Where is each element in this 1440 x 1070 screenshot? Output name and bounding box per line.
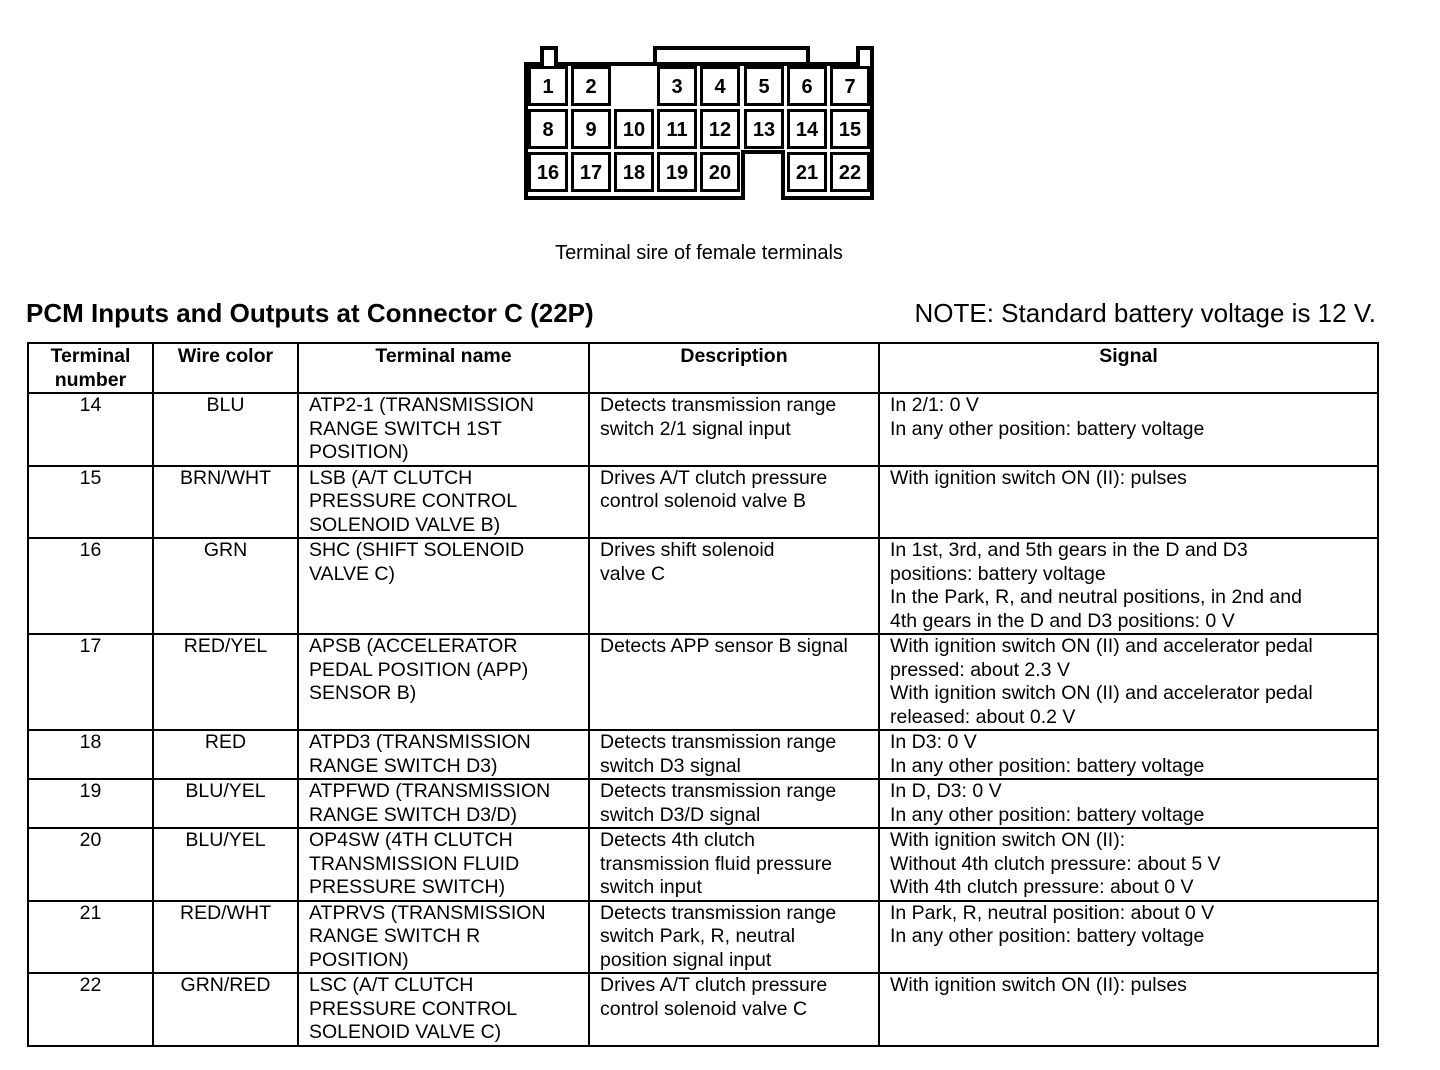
header-wire-color: Wire color xyxy=(153,343,298,393)
pin-label: 11 xyxy=(666,119,688,141)
pin-label: 6 xyxy=(801,76,813,98)
table-row xyxy=(28,901,1378,974)
cell-signal: In Park, R, neutral position: about 0 V In any other position: battery voltage xyxy=(879,901,1378,974)
cell-terminal: 15 xyxy=(28,466,153,539)
cell-terminal-name: SHC (SHIFT SOLENOID VALVE C) xyxy=(298,538,589,634)
cell-terminal-name: APSB (ACCELERATOR PEDAL POSITION (APP) SENSOR B) xyxy=(298,634,589,730)
pin-label: 16 xyxy=(536,162,560,184)
header-signal: Signal xyxy=(879,343,1378,393)
cell-terminal: 18 xyxy=(28,730,153,779)
pin-label: 15 xyxy=(838,119,862,141)
cell-terminal: 20 xyxy=(28,828,153,901)
table-row xyxy=(28,779,1378,828)
pin-label: 2 xyxy=(585,76,597,98)
connector-diagram xyxy=(0,0,1440,240)
cell-wire-color: GRN xyxy=(153,538,298,634)
cell-wire-color: BRN/WHT xyxy=(153,466,298,539)
pin-label: 19 xyxy=(665,162,689,184)
pin-label: 8 xyxy=(542,119,554,141)
cell-wire-color: GRN/RED xyxy=(153,973,298,1046)
cell-terminal: 19 xyxy=(28,779,153,828)
pin-label: 9 xyxy=(585,119,597,141)
pin-label: 7 xyxy=(844,76,856,98)
table-row xyxy=(28,538,1378,634)
cell-description: Drives A/T clutch pressure control solenoid valve B xyxy=(589,466,879,539)
cell-terminal-name: ATPD3 (TRANSMISSION RANGE SWITCH D3) xyxy=(298,730,589,779)
cell-terminal-name: OP4SW (4TH CLUTCH TRANSMISSION FLUID PRESSURE SWITCH) xyxy=(298,828,589,901)
cell-description: Detects transmission range switch Park, R, neutral position signal input xyxy=(589,901,879,974)
pin-label: 17 xyxy=(579,162,603,184)
cell-signal: In 1st, 3rd, and 5th gears in the D and D3 positions: battery voltage In the Park, R, and neutral positions, in 2nd and 4th gears in the D and D3 positions: 0 V xyxy=(879,538,1378,634)
table-row xyxy=(28,730,1378,779)
cell-wire-color: RED xyxy=(153,730,298,779)
cell-wire-color: RED/WHT xyxy=(153,901,298,974)
pin-label: 12 xyxy=(708,119,732,141)
pin-labels xyxy=(537,76,861,184)
cell-terminal-name: ATPFWD (TRANSMISSION RANGE SWITCH D3/D) xyxy=(298,779,589,828)
cell-description: Detects transmission range switch D3/D signal xyxy=(589,779,879,828)
cell-signal: In 2/1: 0 V In any other position: battery voltage xyxy=(879,393,1378,466)
pin-label: 21 xyxy=(795,162,819,184)
pin-label: 5 xyxy=(758,76,770,98)
header-description: Description xyxy=(589,343,879,393)
page-title: PCM Inputs and Outputs at Connector C (22P) xyxy=(26,298,594,328)
cell-terminal: 16 xyxy=(28,538,153,634)
pin-label: 22 xyxy=(838,162,862,184)
cell-terminal: 17 xyxy=(28,634,153,730)
cell-wire-color: BLU/YEL xyxy=(153,828,298,901)
pin-label: 20 xyxy=(708,162,732,184)
cell-signal: With ignition switch ON (II): Without 4th clutch pressure: about 5 V With 4th clutch pressure: about 0 V xyxy=(879,828,1378,901)
cell-signal: With ignition switch ON (II): pulses xyxy=(879,466,1378,539)
cell-signal: In D3: 0 V In any other position: battery voltage xyxy=(879,730,1378,779)
cell-wire-color: RED/YEL xyxy=(153,634,298,730)
cell-terminal-name: ATPRVS (TRANSMISSION RANGE SWITCH R POSITION) xyxy=(298,901,589,974)
cell-terminal-name: ATP2-1 (TRANSMISSION RANGE SWITCH 1ST POSITION) xyxy=(298,393,589,466)
header-terminal-number: Terminal number xyxy=(28,343,153,393)
diagram-caption: Terminal sire of female terminals xyxy=(555,242,843,264)
voltage-note: NOTE: Standard battery voltage is 12 V. xyxy=(914,298,1376,328)
table-row xyxy=(28,634,1378,730)
cell-signal: With ignition switch ON (II) and accelerator pedal pressed: about 2.3 V With ignition switch ON (II) and accelerator pedal released: about 0.2 V xyxy=(879,634,1378,730)
cell-wire-color: BLU/YEL xyxy=(153,779,298,828)
pin-label: 18 xyxy=(622,162,646,184)
cell-description: Detects 4th clutch transmission fluid pressure switch input xyxy=(589,828,879,901)
cell-wire-color: BLU xyxy=(153,393,298,466)
header-terminal-name: Terminal name xyxy=(298,343,589,393)
cell-terminal: 22 xyxy=(28,973,153,1046)
pin-label: 1 xyxy=(542,76,554,98)
cell-signal: In D, D3: 0 V In any other position: battery voltage xyxy=(879,779,1378,828)
cell-description: Detects transmission range switch D3 signal xyxy=(589,730,879,779)
cell-description: Detects APP sensor B signal xyxy=(589,634,879,730)
cell-description: Drives A/T clutch pressure control solenoid valve C xyxy=(589,973,879,1046)
table-row xyxy=(28,393,1378,466)
pin-label: 14 xyxy=(795,119,819,141)
pcm-io-table xyxy=(27,342,1379,1047)
pin-label: 4 xyxy=(714,76,726,98)
cell-description: Drives shift solenoid valve C xyxy=(589,538,879,634)
pin-label: 3 xyxy=(671,76,683,98)
cell-terminal: 21 xyxy=(28,901,153,974)
table-row xyxy=(28,973,1378,1046)
pin-label: 10 xyxy=(622,119,646,141)
cell-terminal-name: LSC (A/T CLUTCH PRESSURE CONTROL SOLENOID VALVE C) xyxy=(298,973,589,1046)
cell-description: Detects transmission range switch 2/1 signal input xyxy=(589,393,879,466)
cell-terminal-name: LSB (A/T CLUTCH PRESSURE CONTROL SOLENOID VALVE B) xyxy=(298,466,589,539)
table-row xyxy=(28,466,1378,539)
table-row xyxy=(28,828,1378,901)
table-header-row xyxy=(28,343,1378,393)
pin-label: 13 xyxy=(752,119,776,141)
cell-terminal: 14 xyxy=(28,393,153,466)
connector-housing xyxy=(526,48,872,198)
cell-signal: With ignition switch ON (II): pulses xyxy=(879,973,1378,1046)
